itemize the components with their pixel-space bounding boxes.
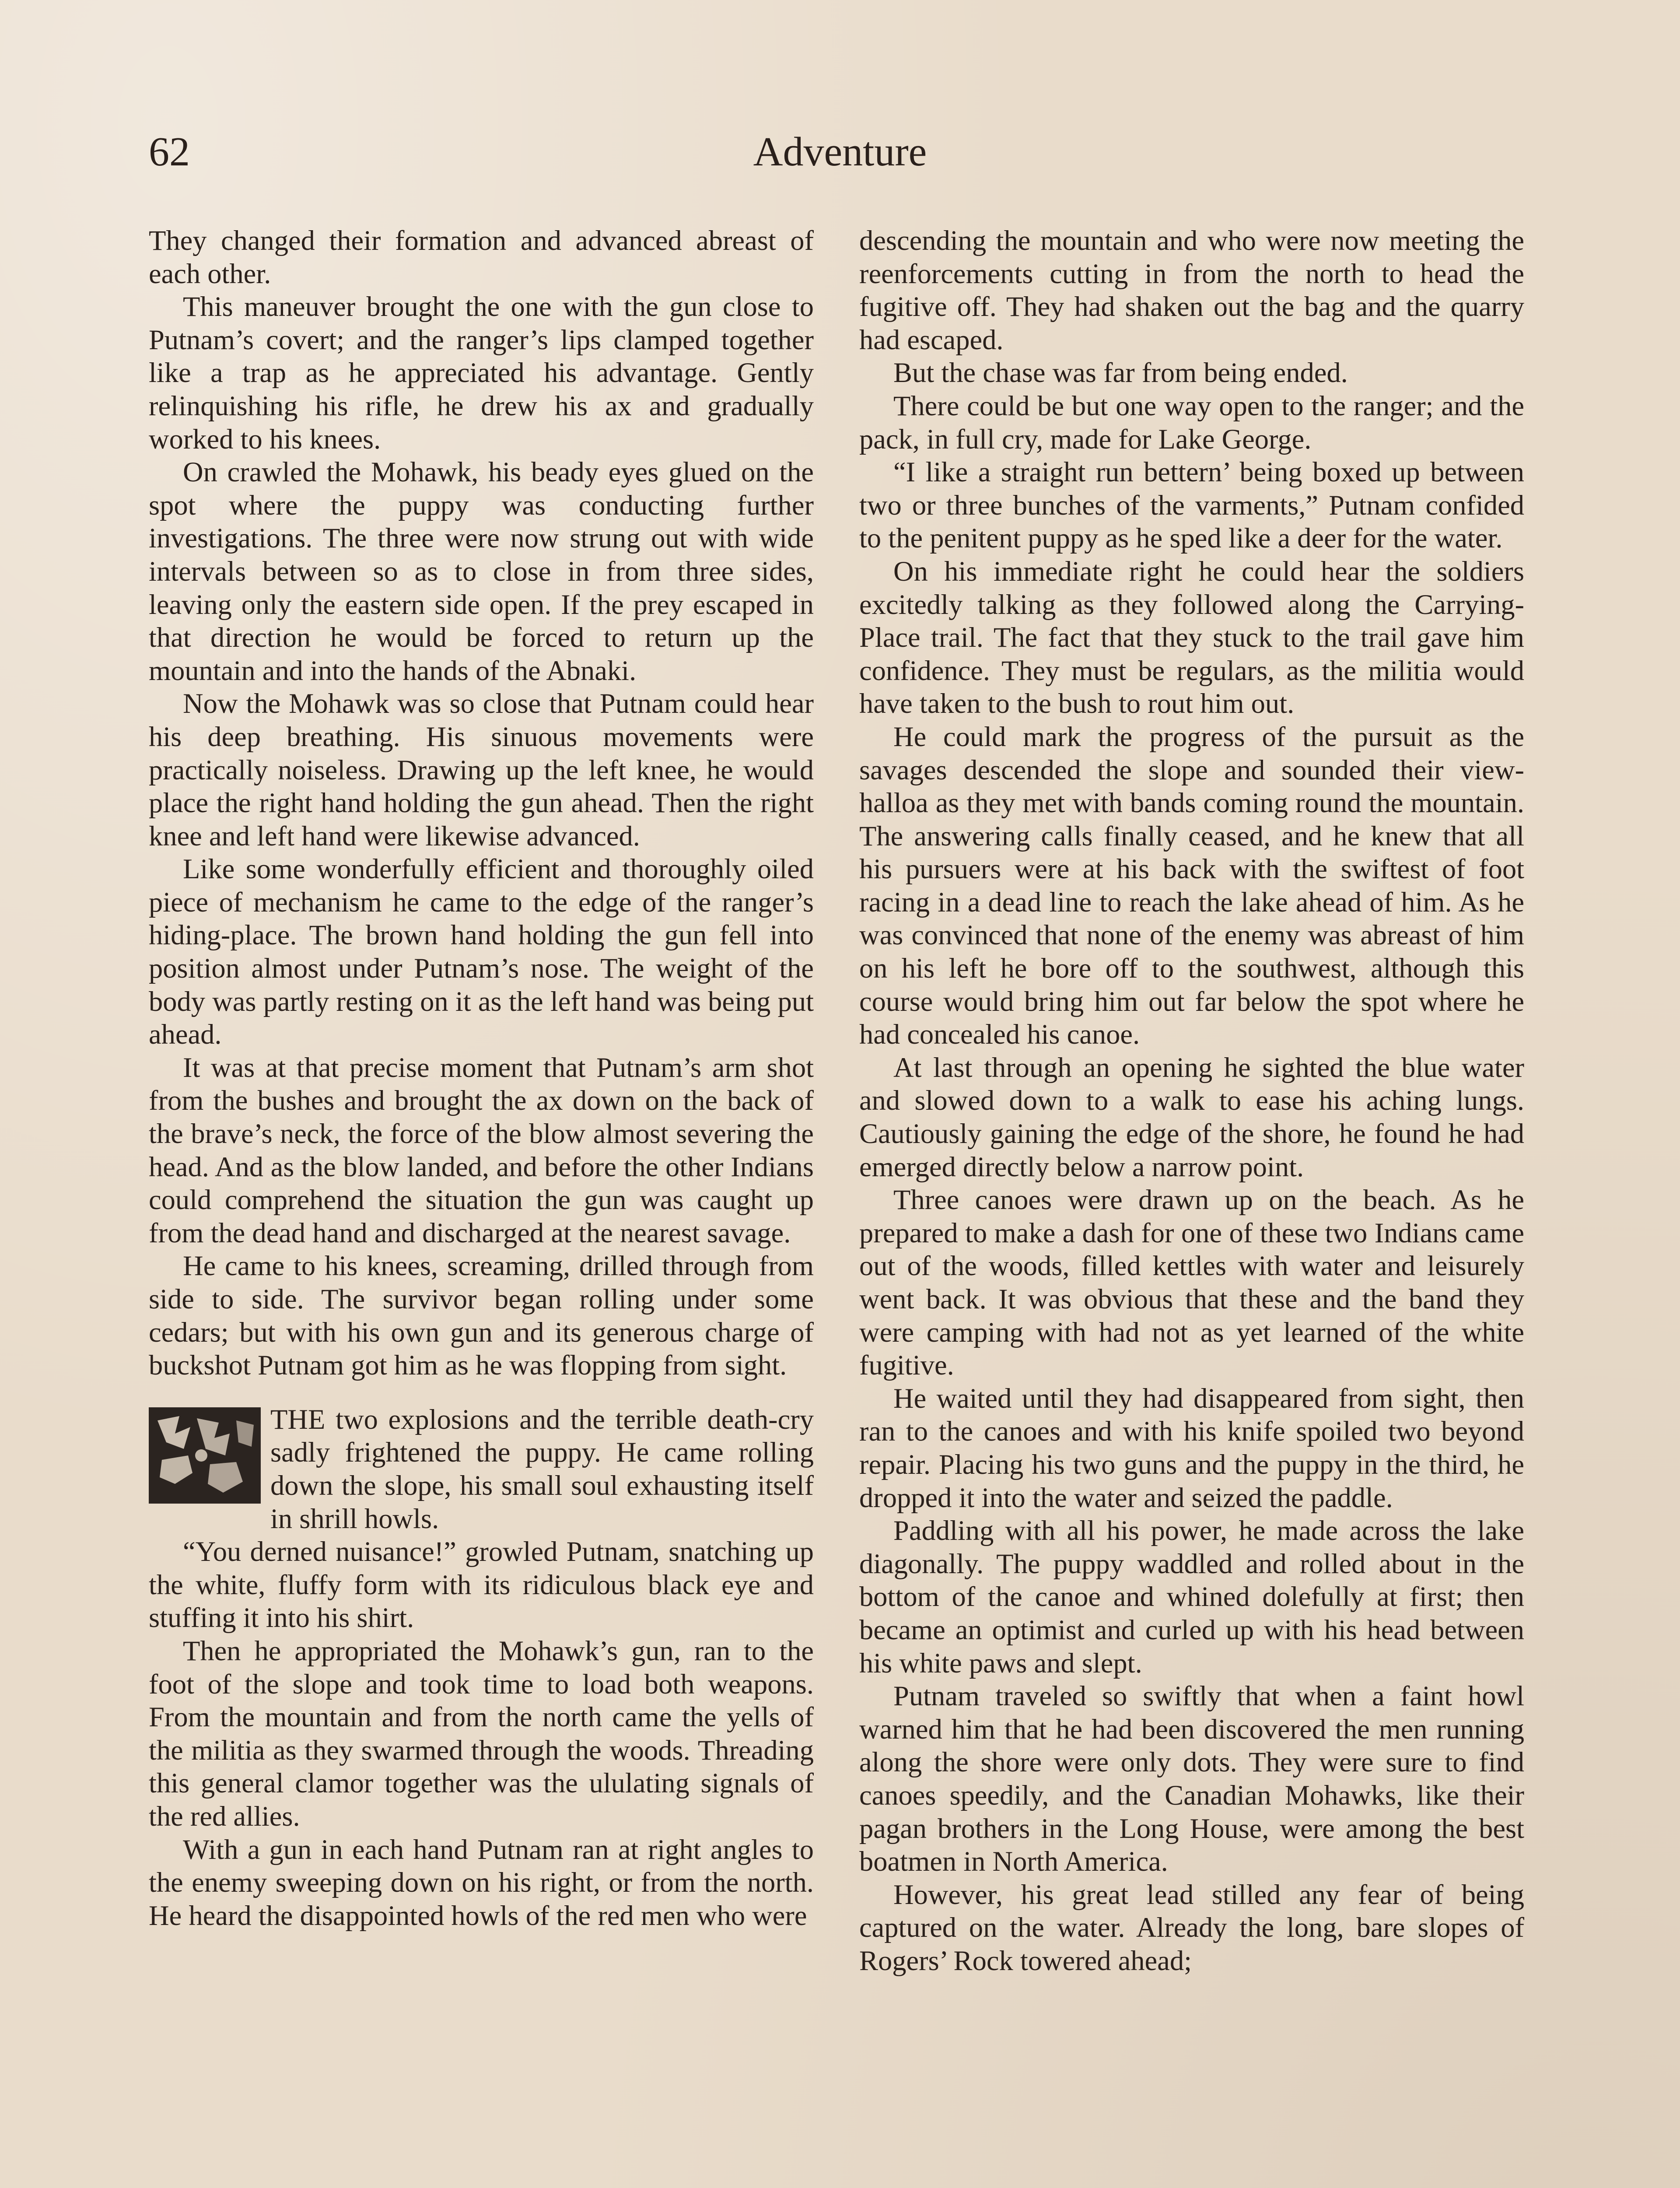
paragraph: But the chase was far from being ended. (893, 357, 1348, 389)
paragraph: On crawled the Mohawk, his beady eyes glued on the spot where the puppy was conducting further investigations. The three were now strung out with wide intervals between so as to close in from three sides, leaving only the eastern side open. If the prey escaped in that direction he would be forced to return up the mountain and into the hands of the Abnaki. (149, 456, 814, 686)
decorative-dropcap-icon (149, 1407, 261, 1504)
section-break (149, 1382, 814, 1403)
paragraph: Then he appropriated the Mohawk’s gun, ran to the foot of the slope and took time to load both weapons. From the mountain and from the north came the yells of the militia as they swarmed through the woods. Threading this general clamor together was the ululating signals of the red allies. (149, 1635, 814, 1832)
paragraph: At last through an opening he sighted the blue water and slowed down to a walk to ease his aching lungs. Cautiously gaining the edge of the shore, he found he had emerged directly below a narrow point. (859, 1052, 1524, 1182)
paragraph: Three canoes were drawn up on the beach. As he prepared to make a dash for one of these two Indians came out of the woods, filled kettles with water and leisurely went back. It was obvious that these and the band they were camping with had not as yet learned of the white fugitive. (859, 1184, 1524, 1381)
paragraph: He came to his knees, screaming, drilled through from side to side. The survivor began rolling under some cedars; but with his own gun and its generous charge of buckshot Putnam got him as he was flopping from sight. (149, 1250, 814, 1381)
paragraph: With a gun in each hand Putnam ran at right angles to the enemy sweeping down on his right, or from the north. He heard the disappointed howls of the red men who were (149, 1834, 814, 1931)
paragraph: Paddling with all his power, he made across the lake diagonally. The puppy waddled and rolled about in the bottom of the canoe and whined dolefully at first; then became an optimist and curled up with his head between his white paws and slept. (859, 1515, 1524, 1679)
left-column (149, 224, 814, 1932)
paragraph: However, his great lead stilled any fear of being captured on the water. Already the long, bare slopes of Rogers’ Rock towered ahead; (859, 1879, 1524, 1976)
paragraph: “I like a straight run bettern’ being boxed up between two or three bunches of the varments,” Putnam confided to the penitent puppy as he sped like a deer for the water. (859, 456, 1524, 554)
paragraph: They changed their formation and advanced abreast of each other. (149, 225, 814, 289)
paragraph: On his immediate right he could hear the soldiers excitedly talking as they followed along the Carrying-Place trail. The fact that they stuck to the trail gave him confidence. They must be regulars, as the militia would have taken to the bush to rout him out. (859, 555, 1524, 719)
paragraph: descending the mountain and who were now meeting the reenforcements cutting in from the north to head the fugitive off. They had shaken out the bag and the quarry had escaped. (859, 225, 1524, 355)
paragraph: There could be but one way open to the ranger; and the pack, in full cry, made for Lake George. (859, 390, 1524, 455)
page-number: 62 (149, 129, 190, 175)
running-title: Adventure (753, 129, 927, 175)
dropcap-paragraph (149, 1403, 814, 1535)
paragraph: “You derned nuisance!” growled Putnam, snatching up the white, fluffy form with its ridiculous black eye and stuffing it into his shirt. (149, 1536, 814, 1634)
paragraph: It was at that precise moment that Putnam’s arm shot from the bushes and brought the ax down on the back of the brave’s neck, the force of the blow almost severing the head. And as the blow landed, and before the other Indians could comprehend the situation the gun was caught up from the dead hand and discharged at the nearest savage. (149, 1052, 814, 1248)
paragraph: This maneuver brought the one with the gun close to Putnam’s covert; and the ranger’s lips clamped together like a trap as he appreciated his advantage. Gently relinquishing his rifle, he drew his ax and gradually worked to his knees. (149, 291, 814, 455)
right-column (859, 224, 1524, 1977)
dropcap-paragraph-text: THE two explosions and the terrible death-cry sadly frightened the puppy. He came rolling down the slope, his small soul exhausting itself in shrill howls. (270, 1403, 814, 1534)
paragraph: He could mark the progress of the pursuit as the savages descended the slope and sounded their view-halloa as they met with bands coming round the mountain. The answering calls finally ceased, and he knew that all his pursuers were at his back with the swiftest of foot racing in a dead line to reach the lake ahead of him. As he was convinced that none of the enemy was abreast of him on his left he bore off to the southwest, although this course would bring him out far below the spot where he had concealed his canoe. (859, 721, 1524, 1050)
page-header (149, 131, 1531, 188)
paragraph: He waited until they had disappeared from sight, then ran to the canoes and with his knife spoiled two beyond repair. Placing his two guns and the puppy in the third, he dropped it into the water and seized the paddle. (859, 1382, 1524, 1513)
paragraph: Like some wonderfully efficient and thoroughly oiled piece of mechanism he came to the edge of the ranger’s hiding-place. The brown hand holding the gun fell into position almost under Putnam’s nose. The weight of the body was partly resting on it as the left hand was being put ahead. (149, 853, 814, 1050)
paragraph: Now the Mohawk was so close that Putnam could hear his deep breathing. His sinuous movements were practically noiseless. Drawing up the left knee, he would place the right hand holding the gun ahead. Then the right knee and left hand were likewise advanced. (149, 688, 814, 852)
paragraph: Putnam traveled so swiftly that when a faint howl warned him that he had been discovered the men running along the shore were only dots. They were sure to find canoes speedily, and the Canadian Mohawks, like their pagan brothers in the Long House, were among the best boatmen in North America. (859, 1680, 1524, 1877)
